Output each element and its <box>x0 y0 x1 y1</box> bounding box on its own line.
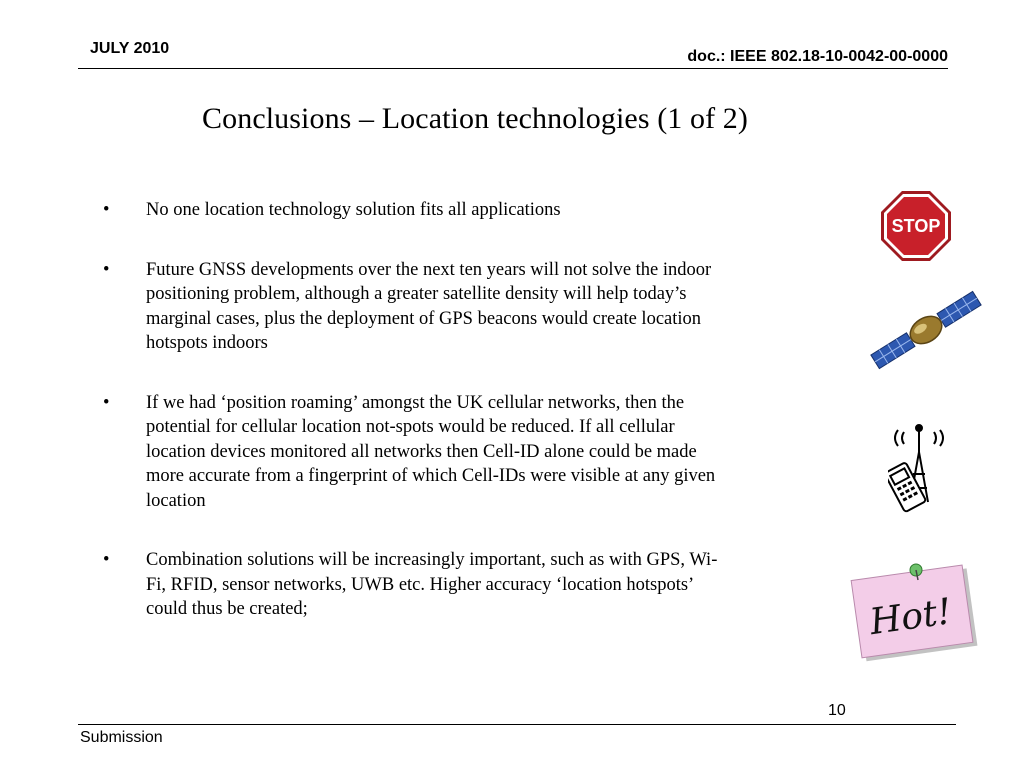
page-number: 10 <box>828 702 846 719</box>
footer-rule <box>78 724 956 725</box>
bullet-marker: • <box>103 259 110 280</box>
bullet-marker: • <box>103 392 110 413</box>
bullet-marker: • <box>103 200 110 220</box>
header-date: JULY 2010 <box>90 40 170 57</box>
bullet-item <box>103 391 728 514</box>
bullet-list <box>103 198 728 622</box>
bullet-item <box>103 198 728 223</box>
bullet-text: Combination solutions will be increasingly important, such as with GPS, Wi-Fi, RFID, sensor networks, UWB etc. Higher accuracy ‘location hotspots’ could thus be created; <box>146 550 718 619</box>
bullet-text: No one location technology solution fits all applications <box>146 200 561 220</box>
document-id: doc.: IEEE 802.18-10-0042-00-0000 <box>687 48 948 65</box>
bullet-item <box>103 548 728 622</box>
hot-sticky-note-icon <box>848 556 982 666</box>
satellite-icon <box>870 278 982 382</box>
header-rule <box>78 68 948 69</box>
footer-label: Submission <box>80 729 163 746</box>
bullet-marker: • <box>103 550 110 570</box>
stop-sign-text: STOP <box>891 216 941 236</box>
stop-sign-icon <box>878 188 954 264</box>
bullet-item <box>103 258 728 356</box>
mobile-phone-tower-icon <box>888 422 950 514</box>
bullet-text: Future GNSS developments over the next ten years will not solve the indoor positioning problem, although a greater satellite density will help today’s marginal cases, plus the deployment of GPS beacons would create location hotspots indoors <box>146 259 712 353</box>
slide-title: Conclusions – Location technologies (1 of 2) <box>202 102 748 135</box>
bullet-text: If we had ‘position roaming’ amongst the UK cellular networks, then the potential for cellular location not-spots would be reduced. If all cellular location devices monitored all networks then Cell-ID alone could be made more accurate from a fingerprint of which Cell-IDs were visible at any given location <box>146 392 716 511</box>
hot-note-text: Hot! <box>867 591 955 644</box>
